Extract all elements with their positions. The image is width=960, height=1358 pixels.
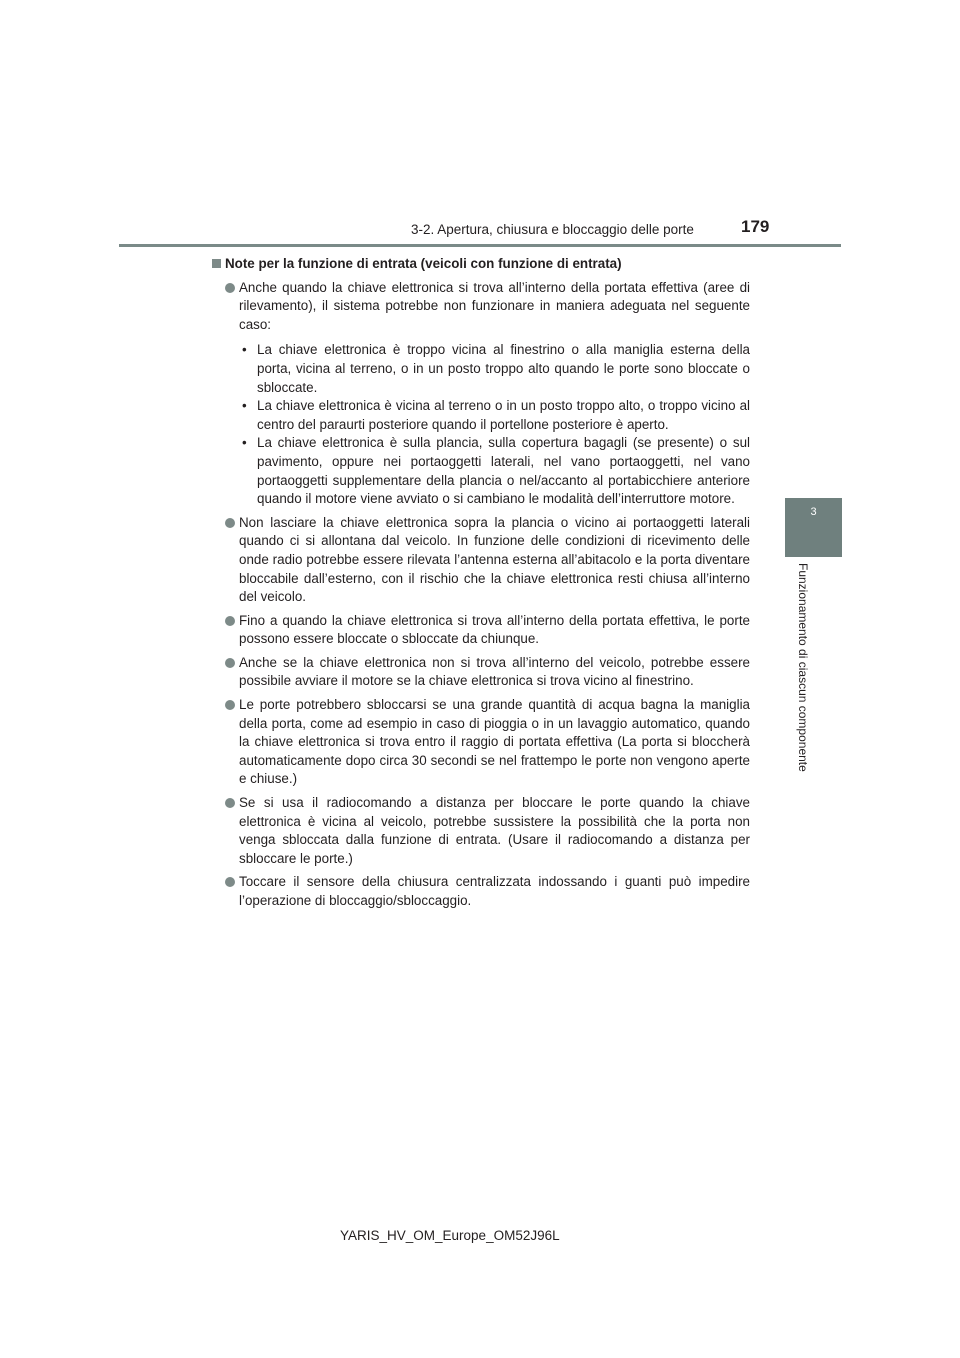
bullet-item — [212, 794, 750, 868]
bullet-item — [212, 279, 750, 509]
bullet-text: Anche se la chiave elettronica non si trova all’interno del veicolo, potrebbe essere possibile avviare il motore se la chiave elettronica si trova vicino al finestrino. — [239, 654, 750, 689]
bullet-text: Fino a quando la chiave elettronica si trova all’interno della portata effettiva, le porte possono essere bloccate o sbloccate da chiunque. — [239, 612, 750, 647]
circle-bullet-icon — [225, 877, 235, 887]
circle-bullet-icon — [225, 283, 235, 293]
chapter-tab — [785, 498, 842, 557]
page-number: 179 — [741, 217, 770, 236]
section-heading-text: Note per la funzione di entrata (veicoli con funzione di entrata) — [225, 256, 622, 271]
dot-bullet-icon: • — [242, 398, 247, 414]
header-divider — [119, 244, 841, 247]
bullet-item — [212, 696, 750, 789]
sub-list-item — [239, 341, 750, 397]
sub-item-text: La chiave elettronica è sulla plancia, sulla copertura bagagli (se presente) o sul pavimento, oppure nei portaoggetti laterali, nel vano portaoggetti, nel vano portaoggetti supplementare della plancia o nel/accanto al portabicchiere anteriore quando il motore viene avviato o si cambiano le modalità dell’interruttore motore. — [257, 435, 750, 507]
chapter-tab-label: Funzionamento di ciascun componente — [796, 563, 810, 772]
dot-bullet-icon: • — [242, 435, 247, 451]
circle-bullet-icon — [225, 798, 235, 808]
bullet-text: Anche quando la chiave elettronica si trova all’interno della portata effettiva (aree di rilevamento), il sistema potrebbe non funzionare in maniera adeguata nel seguente caso: — [239, 279, 750, 332]
page-content — [212, 255, 750, 916]
section-heading — [212, 255, 750, 274]
sub-list-item — [239, 434, 750, 508]
circle-bullet-icon — [225, 616, 235, 626]
document-code-footer: YARIS_HV_OM_Europe_OM52J96L — [340, 1228, 560, 1243]
chapter-tab-number: 3 — [810, 506, 817, 518]
bullet-text: Toccare il sensore della chiusura centralizzata indossando i guanti può impedire l’operazione di bloccaggio/sbloccaggio. — [239, 874, 750, 908]
sub-item-text: La chiave elettronica è troppo vicina al finestrino o alla maniglia esterna della porta, vicina al terreno, o in un posto troppo alto quando le porte sono bloccate o sbloccate. — [257, 342, 750, 395]
sub-item-text: La chiave elettronica è vicina al terreno o in un posto troppo alto, o troppo vicino al centro del paraurti posteriore quando il portellone posteriore è aperto. — [257, 398, 750, 432]
bullet-text: Se si usa il radiocomando a distanza per bloccare le porte quando la chiave elettronica è vicina al veicolo, potrebbe sussistere la possibilità che la porta non venga sbloccata dalla funzione di entrata. (Usare il radiocomando a distanza per sbloccare le porte.) — [239, 795, 750, 866]
circle-bullet-icon — [225, 518, 235, 528]
bullet-text: Le porte potrebbero sbloccarsi se una grande quantità di acqua bagna la maniglia della porta, come ad esempio in caso di pioggia o in un lavaggio automatico, quando la chiave elettronica si trova entro il raggio di portata effettiva (La porta si bloccherà automaticamente dopo circa 30 secondi se nel frattempo le porte non vengono aperte e chiuse.) — [239, 697, 750, 787]
bullet-item — [212, 654, 750, 691]
circle-bullet-icon — [225, 700, 235, 710]
bullet-text: Non lasciare la chiave elettronica sopra la plancia o vicino ai portaoggetti laterali quando ci si allontana dal veicolo. In funzione delle condizioni di ricevimento delle onde radio potrebbe essere rilevata l’antenna esterna all’abitacolo e la porta diventare bloccabile dall’esterno, con il rischio che la chiave elettronica resti chiusa all’interno del veicolo. — [239, 514, 750, 605]
square-bullet-icon — [212, 259, 221, 268]
bullet-item — [212, 612, 750, 649]
circle-bullet-icon — [225, 658, 235, 668]
bullet-item — [212, 873, 750, 910]
sub-list-item — [239, 397, 750, 434]
bullet-item — [212, 514, 750, 607]
header-section-title: 3-2. Apertura, chiusura e bloccaggio delle porte — [411, 222, 694, 237]
sub-list — [239, 341, 750, 508]
dot-bullet-icon: • — [242, 342, 247, 358]
